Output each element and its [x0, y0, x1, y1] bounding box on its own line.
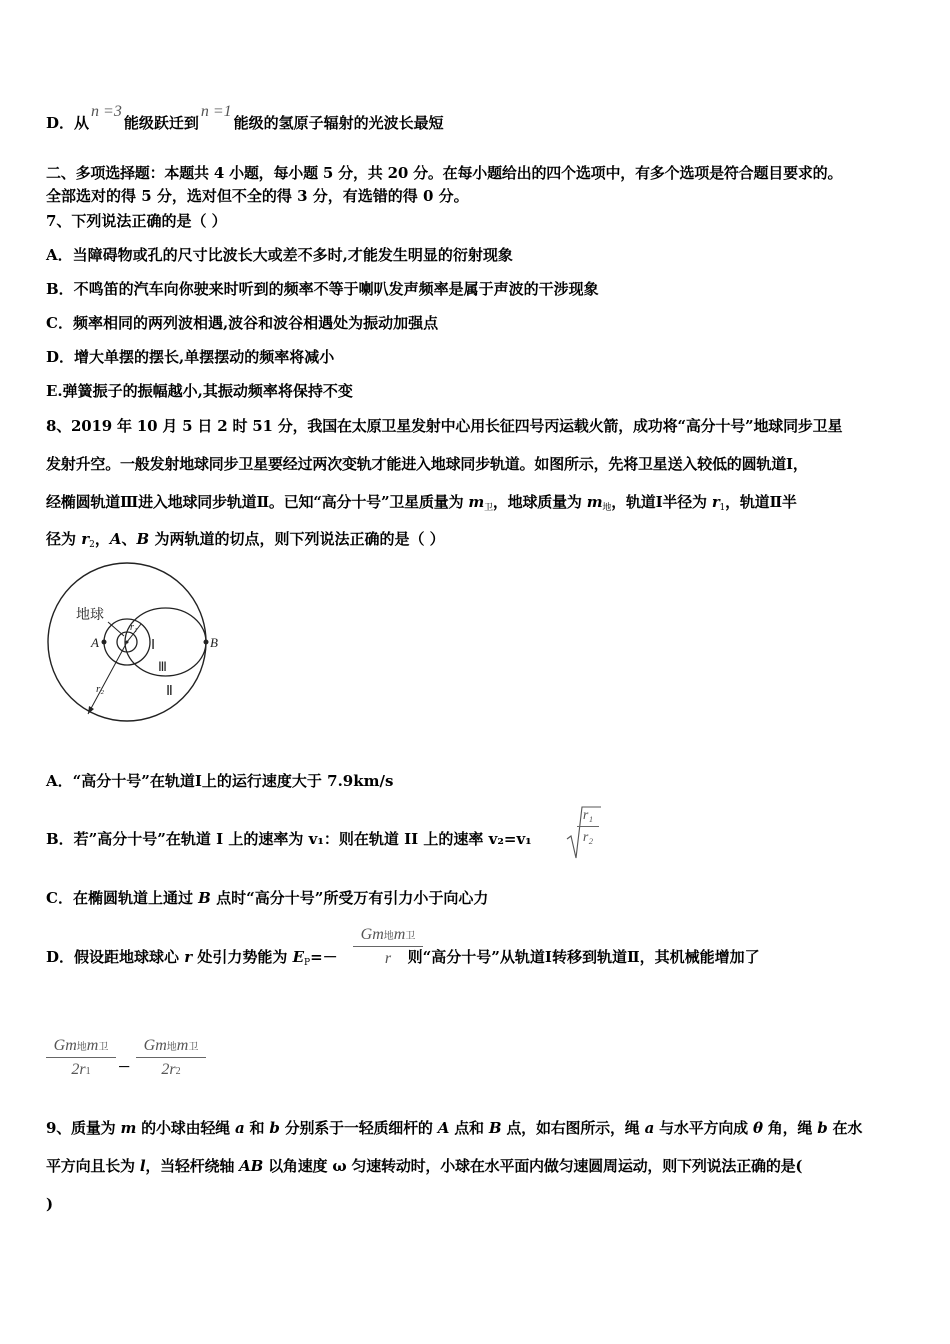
q8b-frac-den: r₂ — [582, 830, 594, 845]
q6d-suffix: 能级的氢原子辐射的光波长最短 — [233, 114, 444, 132]
label-r2: r₂ — [96, 683, 105, 695]
q6d-prefix: D．从 — [46, 114, 90, 132]
earth-pointer — [108, 622, 124, 636]
q9-b2: b — [817, 1119, 828, 1137]
q8-line3d: ，轨道Ⅱ半 — [725, 493, 797, 511]
q7-option-a: A．当障碍物或孔的尺寸比波长大或差不多时,才能发生明显的衍射现象 — [46, 246, 513, 264]
q9-l1d: 分别系于一轻质细杆的 — [279, 1119, 438, 1137]
ansd-f1-den-text: 2r — [71, 1061, 86, 1078]
q8-option-a: A．“高分十号”在轨道Ⅰ上的运行速度大于 7.9km/s — [46, 772, 394, 790]
section2-line2: 全部选对的得 5 分，选对但不全的得 3 分，有选错的得 0 分。 — [46, 187, 469, 205]
q8d-a: D．假设距地球球心 — [46, 948, 185, 966]
q7-option-c: C．频率相同的两列波相遇,波谷和波谷相遇处为振动加强点 — [46, 314, 439, 332]
q9-a2: a — [644, 1119, 655, 1137]
q8-sub-r2: 2 — [89, 540, 95, 550]
label-r1: r₁ — [130, 622, 138, 633]
q9-m: m — [120, 1119, 137, 1137]
ansd-f1-num — [46, 1037, 116, 1058]
q8-line3 — [46, 492, 797, 518]
r2-line — [88, 642, 127, 714]
ansd-f2-den-sub: 2 — [175, 1066, 181, 1077]
q8-line2: 发射升空。一般发射地球同步卫星要经过两次变轨才能进入地球同步轨道。如图所示，先将卫星送入较低的圆轨道Ⅰ， — [46, 455, 808, 473]
q8d-E: E — [292, 948, 305, 966]
q8b-sqrt-fraction — [577, 808, 599, 846]
section2-line1: 二、多项选择题：本题共 4 小题，每小题 5 分，共 20 分。在每小题给出的四个选项中，有多个选项是符合题目要求的。 — [46, 164, 843, 182]
ansd-f1-m: m — [86, 1037, 99, 1054]
q9-A: A — [437, 1119, 450, 1137]
q9-l2c: 以角速度 ω 匀速转动时，小球在水平面内做匀速圆周运动，则下列说法正确的是( — [263, 1157, 803, 1175]
q9-l1b: 的小球由轻绳 — [136, 1119, 235, 1137]
q6d-mid: 能级跃迁到 — [123, 114, 199, 132]
q8b-frac-num: r₁ — [577, 808, 599, 827]
q8-line1: 8、2019 年 10 月 5 日 2 时 51 分，我国在太原卫星发射中心用长征四号丙运载火箭，成功将“高分十号”地球同步卫星 — [46, 417, 843, 435]
q8-sub-r1: 1 — [719, 503, 726, 513]
ansd-f1-gm: Gm — [53, 1037, 77, 1054]
q8d-m: m — [393, 926, 406, 943]
q8-line4d: 为两轨道的切点，则下列说法正确的是（ ） — [149, 530, 445, 548]
q8d-potential-fraction — [353, 926, 423, 968]
point-a — [102, 640, 107, 645]
q8-sub-earth: 地 — [602, 503, 612, 513]
q7-option-e: E.弹簧振子的振幅越小,其振动频率将保持不变 — [46, 382, 353, 400]
q8-m-earth: m — [586, 493, 603, 511]
q8-line4a: 径为 — [46, 530, 82, 548]
q9-line3: ) — [46, 1195, 54, 1213]
ansd-f1-den-sub: 1 — [85, 1066, 91, 1077]
ansd-f1-s1: 地 — [76, 1042, 87, 1053]
q9-l: l — [139, 1157, 146, 1175]
ansd-fraction-1 — [46, 1037, 116, 1079]
q8-option-b: B．若”高分十号”在轨道 I 上的速率为 v₁：则在轨道 II 上的速率 v₂=v₁ — [46, 830, 532, 848]
ansd-f2-den-text: 2r — [161, 1061, 176, 1078]
q9-l1h: 角，绳 — [762, 1119, 818, 1137]
q8-r1: r — [711, 493, 720, 511]
q7-option-d: D．增大单摆的摆长,单摆摆动的频率将减小 — [46, 348, 335, 366]
q8d-c: =－ — [310, 948, 338, 966]
q6d-n-to: n =1 — [200, 103, 232, 120]
q9-l2b: ，当轻杆绕轴 — [145, 1157, 240, 1175]
ansd-f1-s2: 卫 — [98, 1042, 109, 1053]
q8-line3b: ，地球质量为 — [492, 493, 587, 511]
q9-l1f: 点，如右图所示，绳 — [501, 1119, 645, 1137]
q9-l1c: 和 — [244, 1119, 270, 1137]
q9-l1i: 在水 — [827, 1119, 863, 1137]
ansd-f2-den — [136, 1058, 206, 1079]
q8d-s2: 卫 — [405, 931, 416, 942]
q7-option-b: B．不鸣笛的汽车向你驶来时听到的频率不等于喇叭发声频率是属于声波的干涉现象 — [46, 280, 599, 298]
q8c-a: C．在椭圆轨道上通过 — [46, 889, 199, 907]
label-orbit-ii: Ⅱ — [166, 684, 173, 699]
q8c-B: B — [198, 889, 211, 907]
label-b: B — [210, 635, 218, 650]
q9-a: a — [235, 1119, 245, 1137]
q9-b: b — [269, 1119, 280, 1137]
q9-AB: AB — [239, 1157, 264, 1175]
ansd-f2-s1: 地 — [166, 1042, 177, 1053]
q8d-p: P — [304, 958, 311, 968]
q9-l1e: 点和 — [449, 1119, 489, 1137]
q8d-frac-num — [353, 926, 423, 947]
q8-m-sat: m — [468, 493, 485, 511]
ansd-f1-den — [46, 1058, 116, 1079]
ansd-f2-s2: 卫 — [188, 1042, 199, 1053]
q8-A: A — [109, 530, 122, 548]
ansd-minus: − — [118, 1054, 131, 1079]
q9-B: B — [488, 1119, 502, 1137]
label-orbit-i: Ⅰ — [151, 638, 156, 653]
q8-r2: r — [81, 530, 90, 548]
q8-line4b: ， — [94, 530, 110, 548]
q6d-n-from: n =3 — [91, 103, 122, 120]
q9-theta: θ — [752, 1119, 763, 1137]
ansd-f2-num — [136, 1037, 206, 1058]
ansd-fraction-2 — [136, 1037, 206, 1079]
q9-line2 — [46, 1156, 802, 1176]
ansd-f2-gm: Gm — [143, 1037, 167, 1054]
q8-line4 — [46, 529, 445, 555]
q8-line3a: 经椭圆轨道Ⅲ进入地球同步轨道Ⅱ。已知“高分十号”卫星质量为 — [46, 493, 469, 511]
label-orbit-iii: Ⅲ — [158, 659, 167, 674]
q9-line1 — [46, 1118, 862, 1138]
q8d-b: 处引力势能为 — [192, 948, 293, 966]
q8-option-c — [46, 888, 488, 908]
q9-l1a: 9、质量为 — [46, 1119, 121, 1137]
ansd-f2-m: m — [176, 1037, 189, 1054]
q8d-d: 则“高分十号”从轨道Ⅰ转移到轨道Ⅱ，其机械能增加了 — [407, 948, 760, 966]
point-b — [204, 640, 209, 645]
q8-line4c: 、 — [121, 530, 137, 548]
q9-l1g: 与水平方向成 — [654, 1119, 753, 1137]
q8d-frac-den: r — [384, 950, 392, 967]
q8-B: B — [136, 530, 150, 548]
label-a: A — [91, 635, 99, 650]
q8d-s1: 地 — [383, 931, 394, 942]
q8d-r: r — [184, 948, 193, 966]
q6-option-d — [46, 103, 444, 134]
q9-l2a: 平方向且长为 — [46, 1157, 140, 1175]
q8-line3c: ，轨道Ⅰ半径为 — [611, 493, 712, 511]
earth-label: 地球 — [76, 606, 104, 622]
orbit-diagram — [40, 560, 240, 730]
q8c-b: 点时“高分十号”所受万有引力小于向心力 — [210, 889, 489, 907]
q8-sub-sat: 卫 — [484, 503, 493, 513]
q8d-gm: Gm — [360, 926, 384, 943]
q7-stem: 7、下列说法正确的是（ ） — [46, 212, 227, 230]
